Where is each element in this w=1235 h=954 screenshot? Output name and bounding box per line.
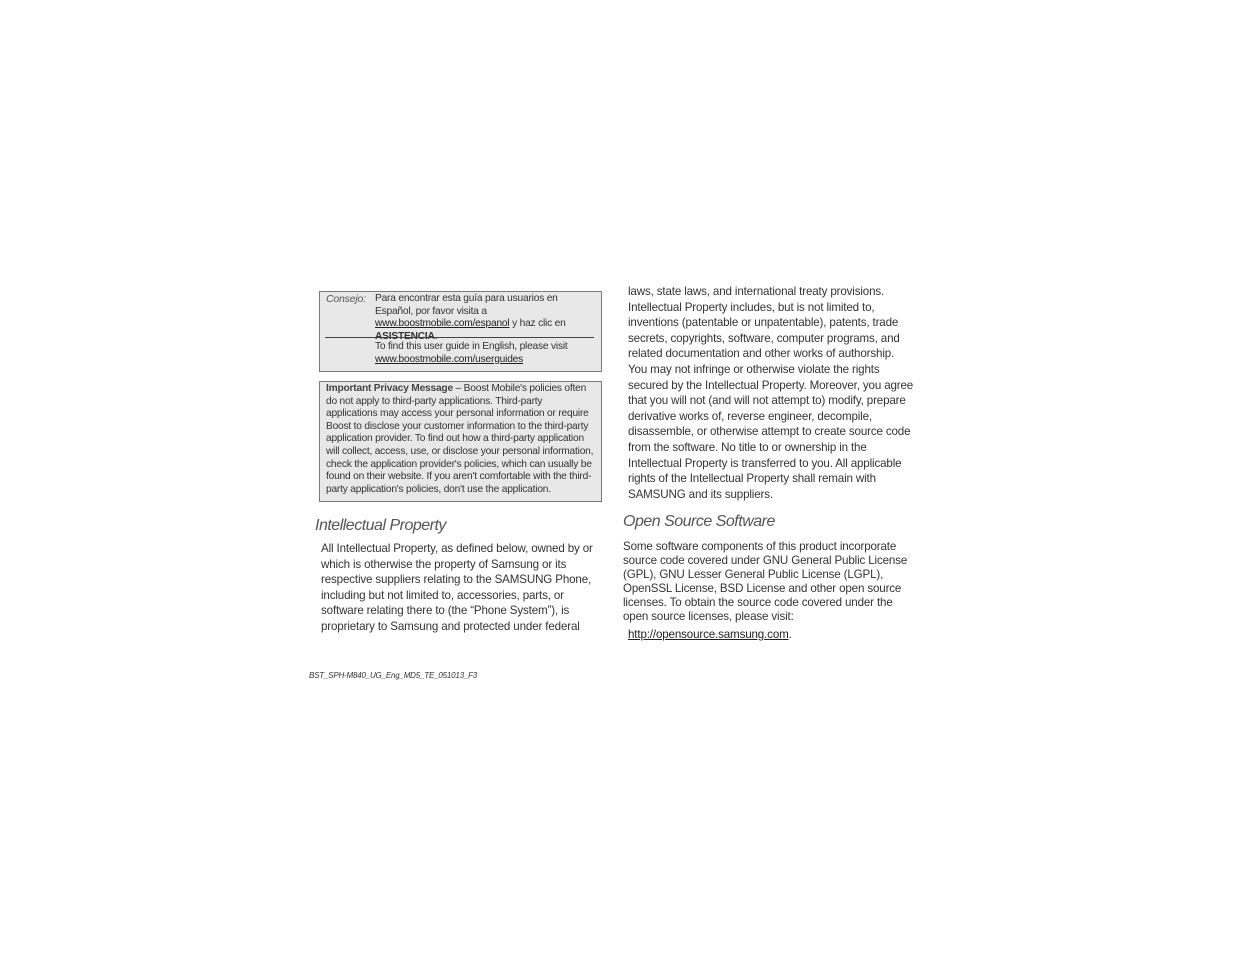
intellectual-property-body: All Intellectual Property, as defined below, owned by or which is otherwise the property of Samsung or its respective suppliers relating to the SAMSUNG Phone, including but not limited to, accessories, parts, or software relating there to (the “Phone System”), is proprietary to Samsung and protected under federal xyxy=(321,542,593,633)
intellectual-property-body-continued: laws, state laws, and international treaty provisions. Intellectual Property includes, but is not limited to, inventions (patentable or unpatentable), patents, trade secrets, copyrights, software, computer programs, and related documentation and other works of authorship. You may not infringe or otherwise violate the rights secured by the Intellectual Property. Moreover, you agree that you will not (and will not attempt to) modify, prepare derivative works of, reverse engineer, decompile, disassemble, or otherwise attempt to create source code from the software. No title to or ownership in the Intellectual Property is transferred to you. All applicable rights of the Intellectual Property shall remain with SAMSUNG and its suppliers. xyxy=(628,285,914,501)
spanish-tip xyxy=(375,293,597,343)
link-period: . xyxy=(788,628,792,641)
privacy-message-box xyxy=(319,381,602,502)
english-tip xyxy=(375,341,597,366)
userguides-link[interactable]: www.boostmobile.com/userguides xyxy=(375,353,524,365)
privacy-text: – Boost Mobile's policies often do not apply to third-party applications. Third-party applications may access your personal information or require Boost to disclose your customer information to the third-party application provider. To find out how a third-party application will collect, access, use, or disclose your personal information, check the application provider's policies, which can usually be found on their website. If you aren't comfortable with the third-party application's policies, don't use the application. xyxy=(326,383,594,495)
tip-divider xyxy=(325,337,594,338)
tip-label: Consejo: xyxy=(326,293,366,305)
spanish-tip-text-2: y haz clic en xyxy=(509,318,566,330)
spanish-tip-text: Para encontrar esta guía para usuarios en Español, por favor visita a xyxy=(375,293,558,317)
intellectual-property-heading: Intellectual Property xyxy=(315,517,446,534)
privacy-message xyxy=(326,383,594,496)
tip-box xyxy=(319,291,602,372)
asistencia-label: ASISTENCIA xyxy=(375,330,435,342)
open-source-link-line xyxy=(628,627,908,643)
open-source-heading: Open Source Software xyxy=(623,513,775,530)
privacy-title: Important Privacy Message xyxy=(326,383,453,394)
english-tip-text: To find this user guide in English, please visit xyxy=(375,341,568,352)
open-source-body: Some software components of this product incorporate source code covered under GNU General Public License (GPL), GNU Lesser General Public License (LGPL), OpenSSL License, BSD License and other open source licenses. To obtain the source code covered under the open source licenses, please visit: xyxy=(623,540,908,623)
spanish-guide-link[interactable]: www.boostmobile.com/espanol xyxy=(375,318,510,330)
document-code-footer: BST_SPH-M840_UG_Eng_MD5_TE_051013_F3 xyxy=(309,671,478,680)
spanish-tip-period: . xyxy=(434,330,438,342)
opensource-samsung-link[interactable]: http://opensource.samsung.com xyxy=(628,628,789,641)
